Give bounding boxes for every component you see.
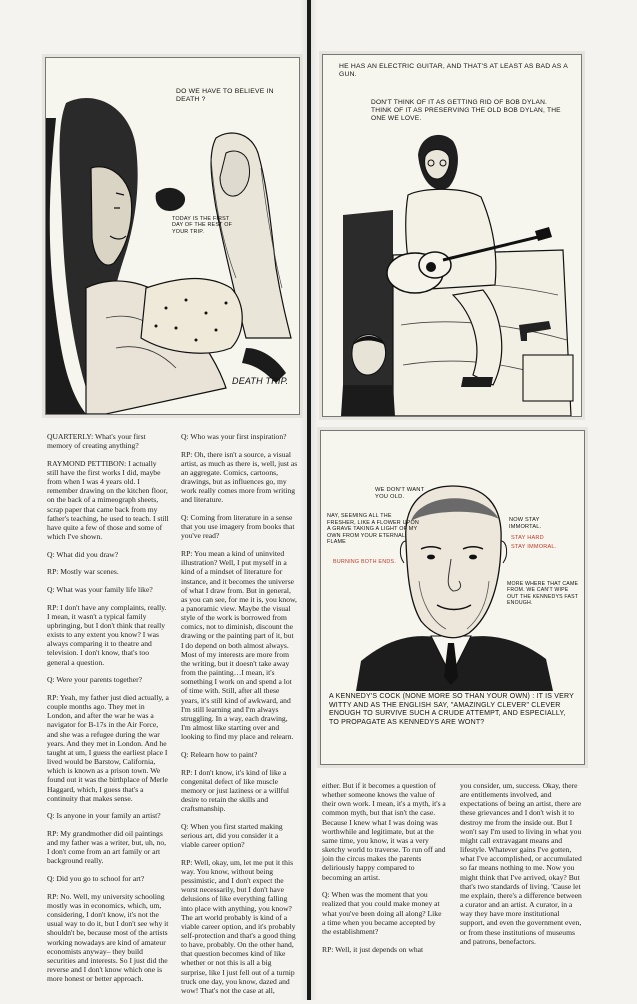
interview-paragraph: Q: Coming from literature in a sense that you use imagery from books that you've read?	[181, 513, 295, 541]
kennedy-right-red2: STAY IMMORAL.	[511, 544, 557, 550]
interview-paragraph: you consider, um, success. Okay, there are entitlements involved, and expectations of being an artist, there are these grievances and I don't wish it to destroy me from the inside out. But I won't say I'm used to living in what you might call extravagant means and lifestyle. Whatever gains I've gotten, what I've accomplished, or accumulated so far means nothing to me. Now you might think that I've arrived, okay? But that's two standards of living. 'Cause let me explain, there's a difference between a curator and an artist. A curator, in a way they have more institutional support, and even the government even, or from these institutions of museums and patrons, benefactors.	[460, 781, 582, 946]
interview-paragraph: RP: My grandmother did oil paintings and my father was a writer, but, uh, no, I don't come from an art family or art background really.	[47, 828, 167, 866]
kennedy-right-mid: MORE WHERE THAT CAME FROM. WE CAN'T WIPE OUT THE KENNEDYS FAST ENOUGH.	[507, 581, 579, 607]
kennedy-right-top: NOW STAY IMMORTAL.	[509, 517, 542, 530]
page-spine	[307, 0, 311, 1000]
interview-paragraph: RP: Well, it just depends on what	[322, 944, 424, 954]
interview-paragraph: RP: Mostly war scenes.	[47, 567, 119, 577]
interview-paragraph: RAYMOND PETTIBON: I actually still have the first works I did, maybe from when I was 4 years old. I remember drawing on the kitchen floor, on the back of a mimeograph sheets, scrap paper that came back from my father's teaching, he used to teach. I still have quite a few of those and some of which I've shown.	[47, 458, 169, 542]
artwork-electric-guitar	[322, 54, 582, 417]
interview-paragraph: RP: No. Well, my university schooling mostly was in economics, which, um, considering, I don't know, it's not the usual way to do it, but I don't see why it shouldn't be, because most of the artists working nowadays are kind of amateur economists anyway– they build securities and interests. So I just did the reverse and I don't know which one is more honest or better approach.	[47, 891, 169, 984]
interview-paragraph: Q: What did you draw?	[47, 549, 119, 559]
kennedy-right-red1: STAY HARD	[511, 535, 544, 541]
death-trip-caption-top: DO WE HAVE TO BELIEVE IN DEATH ?	[176, 88, 274, 103]
interview-paragraph: Q: Who was your first inspiration?	[181, 432, 287, 441]
guitar-caption-mid: DON'T THINK OF IT AS GETTING RID OF BOB DYLAN. THINK OF IT AS PRESERVING THE OLD BOB DYLAN, THE ONE WE LOVE.	[371, 99, 561, 122]
interview-paragraph: either. But if it becomes a question of whether someone knows the value of their own work. I mean, it's a myth, it's a common myth, but that isn't the case. Because I knew what I was doing was worthwhile and legitimate, but at the same time, you know, it was a very sketchy world to traverse. To run off and join the circus makes the parents deliriously happy compared to becoming an artist.	[322, 781, 446, 882]
death-trip-drawing	[46, 58, 299, 414]
interview-paragraph: Q: What was your family life like?	[47, 585, 153, 595]
guitar-caption-top: HE HAS AN ELECTRIC GUITAR, AND THAT'S AT LEAST AS BAD AS A GUN.	[339, 63, 568, 78]
interview-paragraph: Q: Is anyone in your family an artist?	[47, 811, 161, 821]
interview-column-4	[460, 781, 583, 954]
interview-paragraph: RP: You mean a kind of uninvited illustration? Well, I put myself in a kind of a mindset of literature for instance, and it becomes the universe of what I draw from. But in general, as you can see, for me it is, you know, a panoramic view. Maybe the visual style of the work is borrowed from comics, not to diminish, discount the drawing or the painting part of it, but I do depend on both almost always. Most of my interests are more from the writing, but it doesn't take away from the painting…I mean, it's something I work on and spend a lot of time with. Still, after all these years, it's still kind of awkward, and I'm still learning and I'm always struggling. In a way, each drawing, I'm almost like starting over and looking to find my place and relearn.	[181, 549, 297, 742]
interview-paragraph: Q: Were your parents together?	[47, 675, 142, 685]
interview-paragraph: Q: When was the moment that you realized that you could make money at what you've been doing all along? Like a time when you became accepted by the establishment?	[322, 890, 442, 936]
artwork-death-trip	[45, 57, 300, 415]
interview-paragraph: QUARTERLY: What's your first memory of creating anything?	[47, 432, 146, 451]
kennedy-bottom: A KENNEDY'S COCK (NONE MORE SO THAN YOUR OWN) : IT IS VERY WITTY AND AS THE ENGLISH SAY, "AMAZINGLY CLEVER" CLEVER ENOUGH TO SURVIVE SUCH A CRUDE ATTEMPT, AND ESPECIALLY, TO PROPAGATE AS KENNEDYS ARE WONT?	[329, 693, 574, 726]
artwork-kennedy	[320, 430, 585, 765]
interview-column-3	[322, 781, 446, 962]
kennedy-top-center: WE DON'T WANT YOU OLD.	[375, 487, 425, 500]
interview-paragraph: Q: When you first started making serious art, did you consider it a viable career option?	[181, 821, 283, 850]
interview-paragraph: RP: I don't know, it's kind of like a congenital defect of like muscle memory or just laziness or a willful desire to retain the skills and craftsmanship.	[181, 767, 289, 814]
kennedy-left-red: BURNING BOTH ENDS.	[333, 559, 396, 565]
interview-paragraph: RP: Oh, there isn't a source, a visual artist, as much as there is, well, just as an aggregate. Comics, cartoons, drawings, but as influences go, my work really comes more from writing and literature.	[181, 449, 298, 505]
kennedy-left-block: NAY, SEEMING ALL THE FRESHER, LIKE A FLOWER UPON A GRAVE TAKING A LIGHT OF MY OWN FROM YOUR ETERNAL FLAME	[327, 513, 419, 546]
interview-column-2	[181, 432, 298, 1004]
interview-column-1	[47, 432, 169, 992]
death-trip-caption-mid: TODAY IS THE FIRST DAY OF THE REST OF YOUR TRIP.	[172, 216, 233, 235]
interview-paragraph: Q: Did you go to school for art?	[47, 874, 145, 884]
interview-paragraph: RP: Well, okay, um, let me put it this way. You know, without being pessimistic, and I don't expect the worst necessarily, but I don't have delusions of like everything falling into place with anything, you know? The art world probably is kind of a viable career option, and it's probably self-protection and that's a good thing to have, probably. On the other hand, that question becomes kind of like whether or not this is all a big surprise, like I just fell out of a turnip truck one day, you know, dazed and wow! That's not the case at all,	[181, 857, 296, 995]
interview-paragraph: RP: Yeah, my father just died actually, a couple months ago. They met in London, and after the war he was a navigator for B-17s in the Air Force, and she was a refugee during the war years. And they met in London. And he taught at um, I guess the earliest place I lived would be Barstow, California, which is known as a prison town. We found out it was the birthplace of Merle Haggard, which, I guess that's a continuity that makes sense.	[47, 692, 169, 803]
interview-paragraph: RP: I don't have any complaints, really. I mean, it wasn't a typical family upbringing, but I don't think that really exists to any extent you know? I was always comparing it to theatre and television. I don't know, that's too general a question.	[47, 602, 167, 667]
death-trip-signature: DEATH TRIP.	[232, 376, 289, 386]
interview-paragraph: Q: Relearn how to paint?	[181, 749, 258, 759]
